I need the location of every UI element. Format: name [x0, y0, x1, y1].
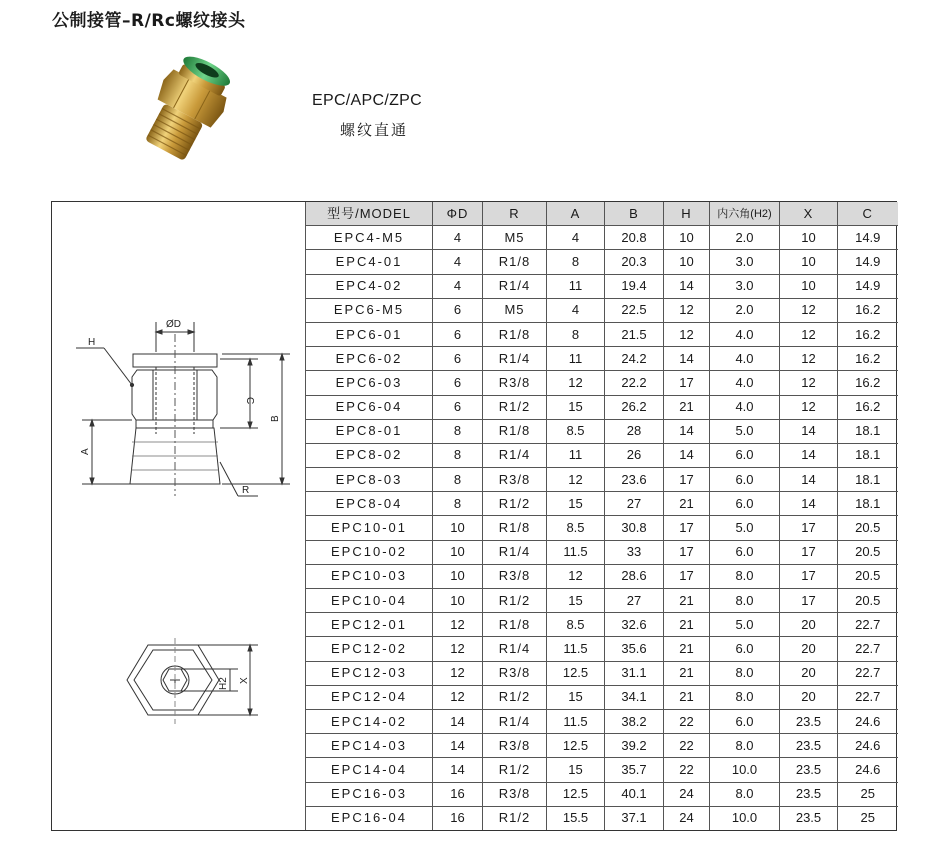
cell-c: 20.5	[838, 540, 898, 564]
cell-h2: 6.0	[710, 443, 780, 467]
cell-b: 21.5	[605, 322, 664, 346]
cell-h2: 4.0	[710, 371, 780, 395]
cell-h2: 5.0	[710, 613, 780, 637]
cell-od: 14	[433, 758, 483, 782]
cell-a: 4	[547, 226, 605, 250]
cell-b: 33	[605, 540, 664, 564]
cell-a: 8.5	[547, 613, 605, 637]
cell-c: 14.9	[838, 274, 898, 298]
table-row	[306, 298, 898, 322]
table-row	[306, 564, 898, 588]
cell-r: R1/4	[483, 347, 547, 371]
cell-a: 4	[547, 298, 605, 322]
cell-x: 12	[780, 395, 838, 419]
cell-h2: 6.0	[710, 709, 780, 733]
cell-h2: 3.0	[710, 274, 780, 298]
cell-x: 12	[780, 298, 838, 322]
cell-b: 22.5	[605, 298, 664, 322]
cell-b: 27	[605, 589, 664, 613]
cell-b: 39.2	[605, 734, 664, 758]
cell-od: 10	[433, 564, 483, 588]
col-header-a: A	[547, 202, 605, 226]
model-series: EPC/APC/ZPC	[312, 92, 422, 109]
cell-h: 21	[664, 661, 710, 685]
cell-b: 28.6	[605, 564, 664, 588]
col-header-od: ΦD	[433, 202, 483, 226]
cell-model: EPC12-03	[306, 661, 433, 685]
cell-model: EPC6-01	[306, 322, 433, 346]
cell-od: 14	[433, 734, 483, 758]
cell-c: 14.9	[838, 250, 898, 274]
cell-r: R3/8	[483, 371, 547, 395]
cell-h2: 2.0	[710, 298, 780, 322]
cell-c: 24.6	[838, 734, 898, 758]
cell-model: EPC6-03	[306, 371, 433, 395]
cell-c: 25	[838, 782, 898, 806]
cell-a: 11.5	[547, 637, 605, 661]
cell-h: 17	[664, 540, 710, 564]
cell-x: 12	[780, 347, 838, 371]
cell-x: 23.5	[780, 782, 838, 806]
table-row	[306, 226, 898, 250]
cell-model: EPC6-04	[306, 395, 433, 419]
cell-b: 24.2	[605, 347, 664, 371]
cell-h: 17	[664, 564, 710, 588]
cell-od: 4	[433, 250, 483, 274]
cell-h2: 4.0	[710, 347, 780, 371]
cell-h2: 6.0	[710, 468, 780, 492]
table-row	[306, 758, 898, 782]
label-b: B	[270, 415, 281, 422]
cell-model: EPC12-02	[306, 637, 433, 661]
label-h2: H2	[218, 677, 229, 690]
cell-b: 20.8	[605, 226, 664, 250]
cell-h: 14	[664, 347, 710, 371]
cell-a: 8.5	[547, 419, 605, 443]
cell-od: 10	[433, 589, 483, 613]
cell-r: R1/2	[483, 395, 547, 419]
col-header-c: C	[838, 202, 898, 226]
cell-h2: 8.0	[710, 734, 780, 758]
cell-b: 35.7	[605, 758, 664, 782]
cell-x: 10	[780, 250, 838, 274]
cell-model: EPC6-02	[306, 347, 433, 371]
cell-c: 22.7	[838, 685, 898, 709]
cell-c: 20.5	[838, 589, 898, 613]
cell-h: 21	[664, 613, 710, 637]
cell-c: 16.2	[838, 347, 898, 371]
cell-h: 24	[664, 782, 710, 806]
cell-b: 30.8	[605, 516, 664, 540]
cell-model: EPC14-03	[306, 734, 433, 758]
cell-c: 24.6	[838, 758, 898, 782]
cell-h: 10	[664, 250, 710, 274]
cell-model: EPC8-01	[306, 419, 433, 443]
cell-x: 23.5	[780, 709, 838, 733]
cell-od: 6	[433, 347, 483, 371]
cell-od: 6	[433, 322, 483, 346]
cell-a: 15	[547, 589, 605, 613]
cell-c: 20.5	[838, 564, 898, 588]
cell-r: R1/8	[483, 322, 547, 346]
cell-h2: 8.0	[710, 685, 780, 709]
cell-od: 12	[433, 637, 483, 661]
cell-h2: 5.0	[710, 419, 780, 443]
cell-a: 11.5	[547, 540, 605, 564]
cell-b: 20.3	[605, 250, 664, 274]
col-header-x: X	[780, 202, 838, 226]
cell-x: 17	[780, 564, 838, 588]
label-c: C	[244, 397, 255, 405]
cell-od: 8	[433, 443, 483, 467]
cell-x: 20	[780, 661, 838, 685]
cell-x: 14	[780, 492, 838, 516]
cell-h2: 6.0	[710, 637, 780, 661]
cell-r: R1/8	[483, 613, 547, 637]
table-row	[306, 250, 898, 274]
cell-a: 12.5	[547, 661, 605, 685]
cell-h2: 3.0	[710, 250, 780, 274]
cell-a: 12.5	[547, 734, 605, 758]
table-row	[306, 709, 898, 733]
cell-b: 19.4	[605, 274, 664, 298]
cell-model: EPC4-M5	[306, 226, 433, 250]
cell-h: 14	[664, 419, 710, 443]
cell-r: R1/4	[483, 443, 547, 467]
cell-a: 8	[547, 250, 605, 274]
cell-model: EPC6-M5	[306, 298, 433, 322]
label-h: H	[88, 337, 96, 348]
cell-a: 11.5	[547, 709, 605, 733]
cell-x: 23.5	[780, 734, 838, 758]
cell-r: R1/2	[483, 589, 547, 613]
cell-od: 8	[433, 492, 483, 516]
table-row	[306, 443, 898, 467]
cell-model: EPC16-03	[306, 782, 433, 806]
cell-x: 14	[780, 468, 838, 492]
cell-a: 11	[547, 274, 605, 298]
table-header-row	[306, 202, 898, 226]
cell-a: 15	[547, 758, 605, 782]
cell-r: R1/2	[483, 685, 547, 709]
cell-r: R3/8	[483, 734, 547, 758]
cell-c: 22.7	[838, 637, 898, 661]
cell-x: 17	[780, 516, 838, 540]
cell-r: R3/8	[483, 468, 547, 492]
cell-h: 17	[664, 468, 710, 492]
cell-od: 4	[433, 226, 483, 250]
table-row	[306, 371, 898, 395]
cell-model: EPC4-01	[306, 250, 433, 274]
cell-c: 18.1	[838, 492, 898, 516]
table-row	[306, 540, 898, 564]
cell-h2: 10.0	[710, 758, 780, 782]
spec-frame	[51, 201, 897, 831]
cell-od: 8	[433, 468, 483, 492]
cell-a: 11	[547, 443, 605, 467]
cell-h2: 6.0	[710, 540, 780, 564]
cell-h2: 10.0	[710, 806, 780, 830]
cell-b: 34.1	[605, 685, 664, 709]
cell-c: 16.2	[838, 298, 898, 322]
table-row	[306, 516, 898, 540]
cell-x: 14	[780, 443, 838, 467]
cell-model: EPC10-04	[306, 589, 433, 613]
cell-model: EPC10-01	[306, 516, 433, 540]
cell-r: M5	[483, 226, 547, 250]
dimension-drawings	[52, 202, 305, 830]
cell-r: R1/8	[483, 419, 547, 443]
label-r: R	[242, 485, 250, 496]
table-row	[306, 322, 898, 346]
cell-model: EPC14-02	[306, 709, 433, 733]
cell-b: 27	[605, 492, 664, 516]
cell-c: 16.2	[838, 322, 898, 346]
cell-b: 28	[605, 419, 664, 443]
cell-h: 14	[664, 443, 710, 467]
table-row	[306, 492, 898, 516]
cell-od: 10	[433, 540, 483, 564]
cell-model: EPC4-02	[306, 274, 433, 298]
col-header-b: B	[605, 202, 664, 226]
cell-a: 15	[547, 685, 605, 709]
cell-x: 14	[780, 419, 838, 443]
cell-r: R1/4	[483, 637, 547, 661]
cell-od: 6	[433, 395, 483, 419]
cell-a: 12	[547, 564, 605, 588]
cell-c: 25	[838, 806, 898, 830]
cell-od: 16	[433, 782, 483, 806]
cell-r: R1/2	[483, 758, 547, 782]
cell-model: EPC10-03	[306, 564, 433, 588]
cell-h: 21	[664, 395, 710, 419]
cell-h2: 6.0	[710, 492, 780, 516]
cell-c: 24.6	[838, 709, 898, 733]
cell-od: 12	[433, 661, 483, 685]
cell-a: 11	[547, 347, 605, 371]
table-row	[306, 613, 898, 637]
cell-r: R3/8	[483, 661, 547, 685]
cell-model: EPC8-02	[306, 443, 433, 467]
col-header-h: H	[664, 202, 710, 226]
cell-h: 21	[664, 685, 710, 709]
label-a: A	[80, 448, 91, 455]
cell-c: 18.1	[838, 443, 898, 467]
cell-model: EPC8-03	[306, 468, 433, 492]
cell-b: 38.2	[605, 709, 664, 733]
table-row	[306, 782, 898, 806]
cell-c: 22.7	[838, 613, 898, 637]
table-row	[306, 685, 898, 709]
table-row	[306, 806, 898, 830]
cell-h: 22	[664, 709, 710, 733]
cell-h2: 8.0	[710, 589, 780, 613]
cell-a: 15.5	[547, 806, 605, 830]
cell-od: 12	[433, 685, 483, 709]
cell-b: 22.2	[605, 371, 664, 395]
table-row	[306, 589, 898, 613]
cell-x: 10	[780, 274, 838, 298]
cell-r: R1/4	[483, 274, 547, 298]
cell-od: 6	[433, 298, 483, 322]
cell-x: 12	[780, 371, 838, 395]
cell-a: 15	[547, 395, 605, 419]
cell-c: 16.2	[838, 395, 898, 419]
cell-a: 12	[547, 371, 605, 395]
cell-h: 12	[664, 322, 710, 346]
cell-model: EPC14-04	[306, 758, 433, 782]
cell-od: 12	[433, 613, 483, 637]
cell-od: 8	[433, 419, 483, 443]
cell-a: 8	[547, 322, 605, 346]
cell-od: 4	[433, 274, 483, 298]
table-row	[306, 637, 898, 661]
label-od: ØD	[166, 319, 181, 330]
cell-h2: 4.0	[710, 395, 780, 419]
cell-model: EPC10-02	[306, 540, 433, 564]
cell-h: 17	[664, 516, 710, 540]
cell-h2: 8.0	[710, 564, 780, 588]
cell-r: R3/8	[483, 564, 547, 588]
cell-h: 10	[664, 226, 710, 250]
cell-h: 14	[664, 274, 710, 298]
cell-r: R1/4	[483, 709, 547, 733]
model-subtitle: 螺纹直通	[340, 121, 409, 139]
cell-r: R1/4	[483, 540, 547, 564]
cell-x: 12	[780, 322, 838, 346]
table-row	[306, 274, 898, 298]
cell-od: 14	[433, 709, 483, 733]
cell-c: 14.9	[838, 226, 898, 250]
cell-od: 16	[433, 806, 483, 830]
cell-c: 18.1	[838, 419, 898, 443]
cell-r: R3/8	[483, 782, 547, 806]
side-view-drawing	[76, 322, 290, 724]
cell-x: 23.5	[780, 758, 838, 782]
table-row	[306, 468, 898, 492]
cell-h: 24	[664, 806, 710, 830]
cell-a: 12	[547, 468, 605, 492]
cell-a: 8.5	[547, 516, 605, 540]
cell-od: 10	[433, 516, 483, 540]
page-title: 公制接管–R/Rc螺纹接头	[52, 11, 246, 31]
cell-c: 16.2	[838, 371, 898, 395]
cell-h: 21	[664, 492, 710, 516]
cell-h2: 2.0	[710, 226, 780, 250]
cell-b: 40.1	[605, 782, 664, 806]
cell-a: 12.5	[547, 782, 605, 806]
cell-x: 20	[780, 637, 838, 661]
cell-b: 32.6	[605, 613, 664, 637]
cell-h2: 8.0	[710, 661, 780, 685]
cell-h: 22	[664, 734, 710, 758]
cell-x: 17	[780, 540, 838, 564]
cell-r: R1/8	[483, 516, 547, 540]
cell-h: 17	[664, 371, 710, 395]
cell-x: 10	[780, 226, 838, 250]
cell-model: EPC12-01	[306, 613, 433, 637]
cell-x: 20	[780, 685, 838, 709]
cell-h: 21	[664, 589, 710, 613]
cell-x: 20	[780, 613, 838, 637]
cell-r: R1/8	[483, 250, 547, 274]
cell-h: 22	[664, 758, 710, 782]
col-header-h2: 内六角(H2)	[710, 202, 780, 226]
cell-model: EPC16-04	[306, 806, 433, 830]
cell-model: EPC12-04	[306, 685, 433, 709]
product-photo	[128, 54, 244, 166]
cell-c: 22.7	[838, 661, 898, 685]
cell-c: 20.5	[838, 516, 898, 540]
cell-b: 23.6	[605, 468, 664, 492]
table-row	[306, 419, 898, 443]
cell-x: 17	[780, 589, 838, 613]
table-row	[306, 734, 898, 758]
cell-h: 12	[664, 298, 710, 322]
cell-r: R1/2	[483, 806, 547, 830]
col-header-model: 型号/MODEL	[306, 202, 433, 226]
cell-od: 6	[433, 371, 483, 395]
label-x: X	[239, 677, 250, 684]
col-header-r: R	[483, 202, 547, 226]
cell-r: M5	[483, 298, 547, 322]
cell-b: 26	[605, 443, 664, 467]
table-row	[306, 395, 898, 419]
table-row	[306, 347, 898, 371]
cell-r: R1/2	[483, 492, 547, 516]
cell-h2: 5.0	[710, 516, 780, 540]
cell-b: 35.6	[605, 637, 664, 661]
cell-a: 15	[547, 492, 605, 516]
cell-h2: 4.0	[710, 322, 780, 346]
cell-b: 37.1	[605, 806, 664, 830]
cell-model: EPC8-04	[306, 492, 433, 516]
cell-x: 23.5	[780, 806, 838, 830]
table-row	[306, 661, 898, 685]
cell-b: 26.2	[605, 395, 664, 419]
cell-h2: 8.0	[710, 782, 780, 806]
cell-h: 21	[664, 637, 710, 661]
spec-table	[305, 202, 898, 830]
cell-c: 18.1	[838, 468, 898, 492]
cell-b: 31.1	[605, 661, 664, 685]
